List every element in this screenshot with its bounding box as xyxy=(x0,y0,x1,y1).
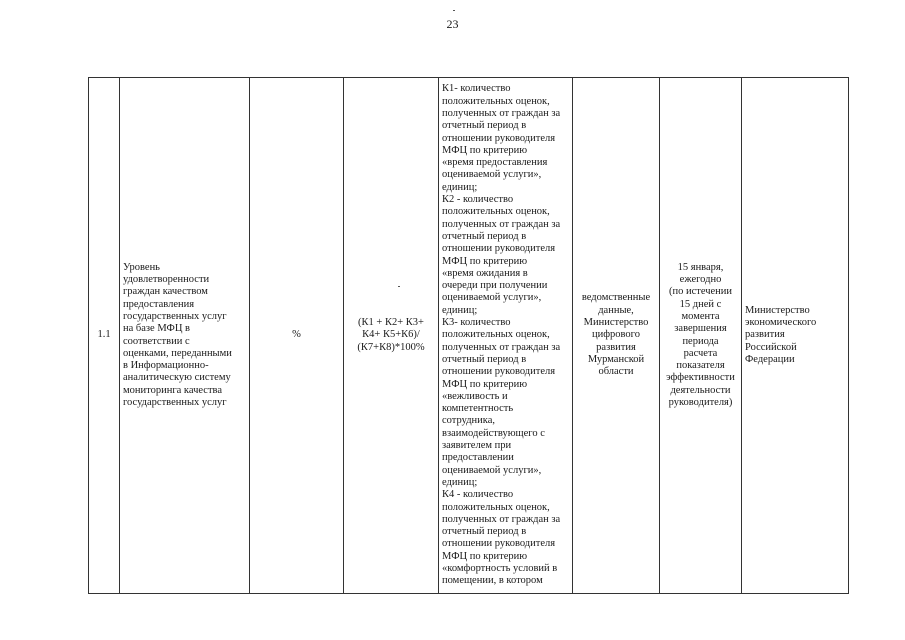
deadline-line: завершения xyxy=(674,323,727,335)
description-line: полученных от граждан за xyxy=(442,341,561,353)
source-line: цифрового xyxy=(592,329,640,341)
description-line: отчетный период в xyxy=(442,526,527,538)
description-line: «время ожидания в xyxy=(442,267,528,279)
description-line: оцениваемой услуги», xyxy=(442,464,542,476)
deadline-line: расчета xyxy=(683,347,718,359)
responsible-line: развития xyxy=(745,329,785,341)
table-row xyxy=(89,78,849,594)
description-line: помещении, в котором xyxy=(442,575,543,587)
description-line: положительных оценок, xyxy=(442,95,550,107)
indicator-name-line: Уровень xyxy=(123,261,160,273)
responsible-line: Министерство xyxy=(745,304,810,316)
indicator-name-line: оценками, переданными xyxy=(123,347,232,359)
description-line: положительных оценок, xyxy=(442,501,550,513)
source-line: данные, xyxy=(598,304,634,316)
deadline-cell xyxy=(660,78,742,594)
formula-cell xyxy=(344,78,439,594)
description-line: К1- количество xyxy=(442,83,511,95)
formula-line: (К1 + К2+ К3+ xyxy=(358,317,424,329)
indicator-name-line: предоставления xyxy=(123,298,195,310)
indicator-name-line: государственных услуг xyxy=(123,310,227,322)
description-line: «вежливость и xyxy=(442,390,508,402)
description-line: полученных от граждан за xyxy=(442,108,561,119)
description-line: отчетный период в xyxy=(442,120,527,132)
description-line: отношении руководителя xyxy=(442,538,556,550)
description-line: МФЦ по критерию xyxy=(442,255,528,267)
deadline-line: ежегодно xyxy=(679,274,722,286)
indicator-name-line: государственных услуг xyxy=(123,396,227,408)
formula-line: (К7+К8)*100% xyxy=(357,341,425,353)
description-line: отношении руководителя xyxy=(442,243,556,255)
unit-cell xyxy=(250,78,344,594)
description-line: «комфортность условий в xyxy=(442,562,558,574)
deadline-line: 15 января, xyxy=(677,261,724,273)
indicator-name-line: граждан качеством xyxy=(123,286,208,298)
description-line: единиц; xyxy=(442,476,478,488)
description-line: полученных от граждан за xyxy=(442,513,561,525)
responsible-cell xyxy=(742,78,849,594)
data-source-cell xyxy=(573,78,660,594)
description-line: единиц; xyxy=(442,181,478,193)
source-line: Мурманской xyxy=(587,353,645,365)
description-line: предоставлении xyxy=(442,452,514,464)
description-line: К3- количество xyxy=(442,317,511,329)
responsible-line: Федерации xyxy=(745,353,795,365)
description-line: МФЦ по критерию xyxy=(442,550,528,562)
description-line: положительных оценок, xyxy=(442,329,550,341)
unit-value: % xyxy=(292,329,301,341)
deadline-line: (по истечении xyxy=(668,286,733,298)
source-line: Министерство xyxy=(583,317,649,329)
source-line: ведомственные xyxy=(581,292,651,304)
row-number: 1.1 xyxy=(97,329,111,341)
description-line: единиц; xyxy=(442,304,478,316)
indicator-name-line: в Информационно- xyxy=(123,360,209,372)
description-line: полученных от граждан за xyxy=(442,218,561,230)
indicator-name-line: соответствии с xyxy=(123,335,190,347)
source-line: развития xyxy=(596,341,636,353)
description-line: очереди при получении xyxy=(442,280,548,292)
description-line: компетентность xyxy=(442,403,514,415)
page-number: 23 xyxy=(446,17,459,31)
description-line: оцениваемой услуги», xyxy=(442,169,542,181)
deadline-line: периода xyxy=(682,335,719,347)
row-number-cell xyxy=(89,78,120,594)
responsible-line: Российской xyxy=(745,341,797,353)
description-line: МФЦ по критерию xyxy=(442,378,528,390)
description-line: МФЦ по критерию xyxy=(442,144,528,156)
deadline-line: момента xyxy=(681,310,720,322)
description-line: К4 - количество xyxy=(442,489,514,501)
indicator-name-line: на базе МФЦ в xyxy=(123,323,190,335)
scan-speck xyxy=(453,10,455,11)
indicator-name-line: удовлетворенности xyxy=(123,274,210,286)
description-line: отчетный период в xyxy=(442,230,527,242)
formula-line: К4+ К5+К6)/ xyxy=(362,329,420,341)
deadline-line: руководителя) xyxy=(668,396,733,408)
description-line: оцениваемой услуги», xyxy=(442,292,542,304)
indicator-table xyxy=(88,77,849,594)
indicator-name-line: аналитическую систему xyxy=(123,372,231,384)
description-line: отношении руководителя xyxy=(442,132,556,144)
indicator-name-line: мониторинга качества xyxy=(123,384,223,396)
responsible-line: экономического xyxy=(745,317,817,329)
description-line: отношении руководителя xyxy=(442,366,556,378)
description-line: «время предоставления xyxy=(442,157,548,169)
description-line: сотрудника, xyxy=(442,415,495,427)
deadline-line: эффективности xyxy=(666,372,735,384)
deadline-line: 15 дней с xyxy=(679,298,722,310)
description-line: отчетный период в xyxy=(442,353,527,365)
description-line: заявителем при xyxy=(442,440,512,452)
description-line: положительных оценок, xyxy=(442,206,550,218)
source-line: области xyxy=(598,366,634,378)
deadline-line: показателя xyxy=(676,360,725,372)
formula-description-cell xyxy=(439,78,573,594)
deadline-line: деятельности xyxy=(670,384,731,396)
description-line: К2 - количество xyxy=(442,194,514,206)
indicator-name-cell xyxy=(120,78,250,594)
description-line: взаимодействующего с xyxy=(442,427,545,439)
